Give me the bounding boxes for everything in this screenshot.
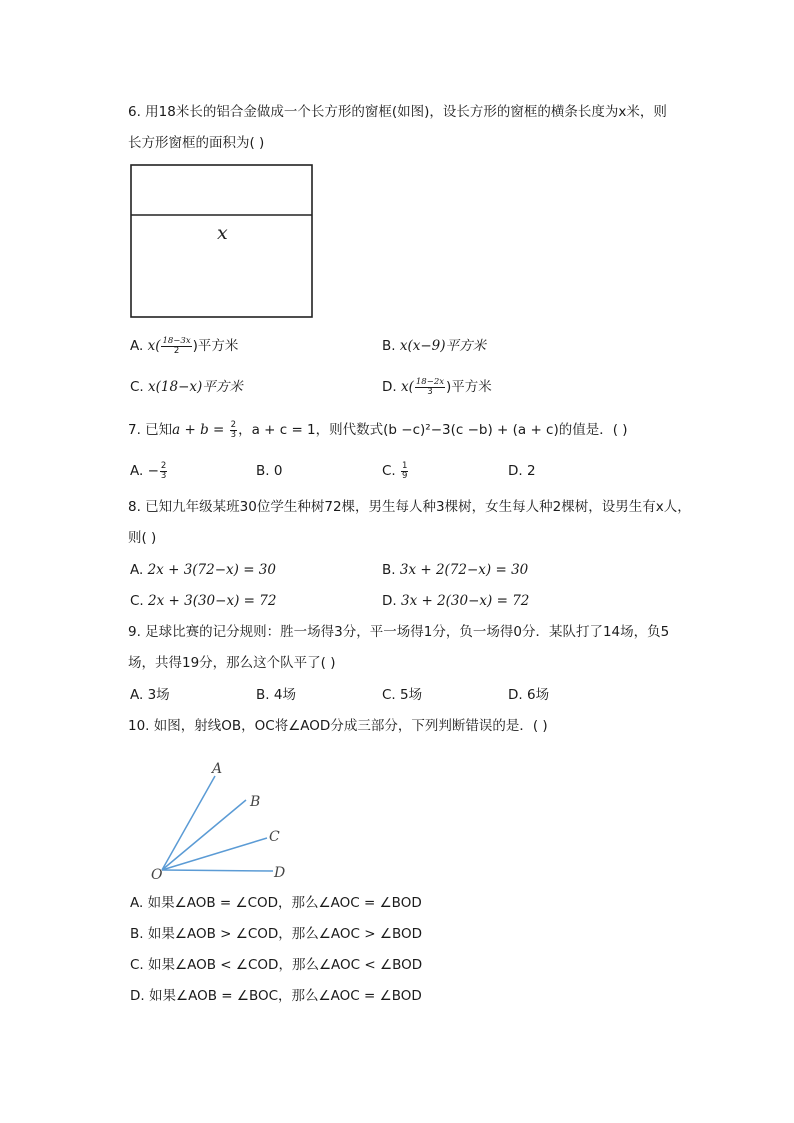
fraction: $\frac{18-3x}{2}$ [162, 335, 191, 356]
frame-label-x: x [217, 222, 228, 244]
q8-stem-line1: 8. 已知九年级某班30位学生种树72棵，男生每人种3棵树，女生每人种2棵树，设男生有x人， [128, 499, 691, 515]
q9-stem-line2: 场，共得19分，那么这个队平了( ) [128, 655, 336, 671]
q10-stem: 10. 如图，射线OB，OC将∠AOD分成三部分，下列判断错误的是．( ) [128, 718, 548, 734]
q10-rays-figure [148, 758, 298, 884]
label-a: A [212, 761, 223, 777]
ray-od [162, 870, 273, 871]
q6-option-d[interactable]: D. x( $\frac{18-2x}{3}$ )平方米 [382, 376, 492, 397]
q9-option-d[interactable]: D. 6场 [508, 687, 550, 703]
q10-option-c[interactable]: C. 如果∠AOB < ∠COD，那么∠AOC < ∠BOD [130, 957, 423, 973]
q6-stem-line2: 长方形窗框的面积为( ) [128, 135, 265, 151]
q9-option-c[interactable]: C. 5场 [382, 687, 423, 703]
q8-stem-line2: 则( ) [128, 530, 157, 546]
q9-option-b[interactable]: B. 4场 [256, 687, 296, 703]
label-d: D [274, 865, 286, 881]
q6-option-b[interactable]: B. x(x−9)平方米 [382, 338, 487, 354]
fraction: $\frac{1}{9}$ [402, 460, 408, 481]
q9-option-a[interactable]: A. 3场 [130, 687, 170, 703]
q7-option-a[interactable]: A. − $\frac{2}{3}$ [130, 460, 167, 481]
fraction: $\frac{2}{3}$ [230, 419, 237, 440]
q7-stem: 7. 已知a + b = $\frac{2}{3}$ ，a + c = 1，则代数式(b −c)²−3(c −b) + (a + c)的值是．( ) [128, 419, 628, 440]
q8-option-b[interactable]: B. 3x + 2(72−x) = 30 [382, 562, 529, 578]
q8-option-a[interactable]: A. 2x + 3(72−x) = 30 [130, 562, 276, 578]
q8-option-d[interactable]: D. 3x + 2(30−x) = 72 [382, 593, 530, 609]
q10-option-a[interactable]: A. 如果∠AOB = ∠COD，那么∠AOC = ∠BOD [130, 895, 422, 911]
q6-option-a[interactable]: A. x( $\frac{18-3x}{2}$ )平方米 [130, 335, 239, 356]
q6-window-frame-figure [129, 163, 315, 320]
q8-option-c[interactable]: C. 2x + 3(30−x) = 72 [130, 593, 277, 609]
q9-stem-line1: 9. 足球比赛的记分规则：胜一场得3分，平一场得1分，负一场得0分．某队打了14场，负5 [128, 624, 670, 640]
q10-option-d[interactable]: D. 如果∠AOB = ∠BOC，那么∠AOC = ∠BOD [130, 988, 422, 1004]
q6-stem-line1: 6. 用18米长的铝合金做成一个长方形的窗框(如图)，设长方形的窗框的横条长度为x米，则 [128, 104, 667, 120]
ray-ob [162, 800, 246, 870]
label-o: O [151, 867, 163, 883]
q7-option-c[interactable]: C. $\frac{1}{9}$ [382, 460, 408, 481]
fraction: $\frac{2}{3}$ [160, 460, 167, 481]
q7-option-d[interactable]: D. 2 [508, 463, 536, 479]
q6-option-c[interactable]: C. x(18−x)平方米 [130, 379, 243, 395]
label-b: B [250, 794, 261, 810]
q7-option-b[interactable]: B. 0 [256, 463, 283, 479]
label-c: C [269, 829, 280, 845]
fraction: $\frac{18-2x}{3}$ [415, 376, 445, 397]
q10-option-b[interactable]: B. 如果∠AOB > ∠COD，那么∠AOC > ∠BOD [130, 926, 422, 942]
